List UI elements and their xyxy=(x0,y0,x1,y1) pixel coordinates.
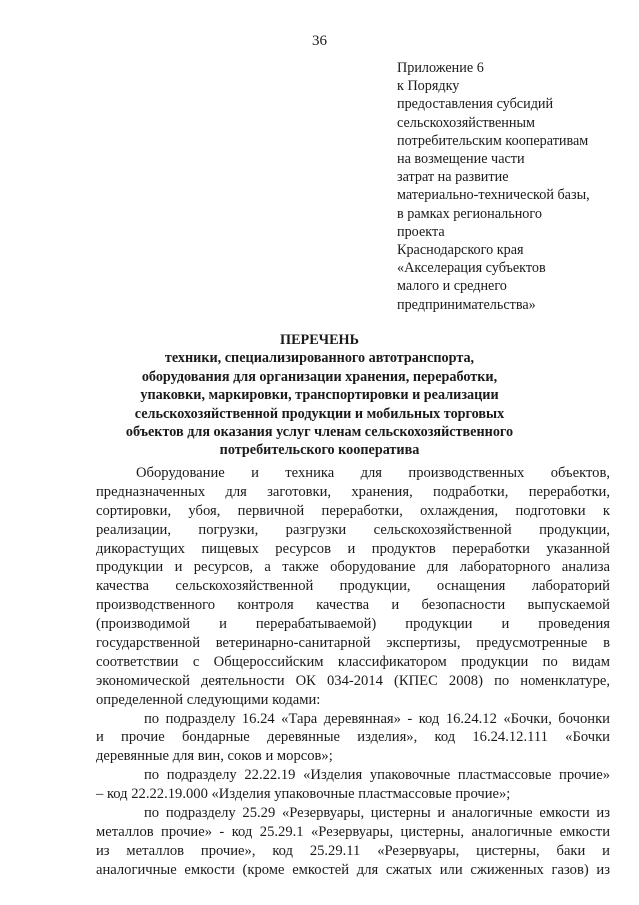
appendix-line: к Порядку xyxy=(397,78,460,95)
body-line: соответствии с Общероссийским классификатором продукции по видам xyxy=(96,653,610,670)
appendix-line: потребительским кооперативам xyxy=(397,132,589,149)
title-line: потребительского кооператива xyxy=(219,442,420,459)
body-line: государственной ветеринарно-санитарной экспертизы, предусмотренные в xyxy=(96,635,610,652)
body-line: (производимой и перерабатываемой) продукции и проведения xyxy=(96,616,610,633)
body-line: из металлов прочие», код 25.29.11 «Резервуары, цистерны, баки и xyxy=(96,842,610,859)
body-line: и прочие бондарные деревянные изделия», код 16.24.12.111 «Бочки xyxy=(96,729,610,746)
body-line: по подразделу 16.24 «Тара деревянная» - код 16.24.12 «Бочки, бочонки xyxy=(144,710,610,727)
appendix-line: сельскохозяйственным xyxy=(397,114,536,131)
appendix-line: малого и среднего xyxy=(397,278,507,295)
page-number: 36 xyxy=(312,33,327,49)
title-line: объектов для оказания услуг членам сельскохозяйственного xyxy=(125,424,514,441)
body-line: производственного контроля качества и безопасности выпускаемой xyxy=(96,597,610,614)
appendix-header xyxy=(397,59,633,314)
body-line: по подразделу 22.22.19 «Изделия упаковочные пластмассовые прочие» xyxy=(144,767,610,784)
document-title xyxy=(0,331,639,460)
body-line: определенной следующими кодами: xyxy=(96,691,321,708)
appendix-line: предпринимательства» xyxy=(397,296,536,313)
body-line: сортировки, убоя, первичной переработки, охлаждения, подготовки к xyxy=(96,502,610,519)
body-line: по подразделу 25.29 «Резервуары, цистерны и аналогичные емкости из xyxy=(144,805,610,822)
body-line: предназначенных для заготовки, хранения, подработки, переработки, xyxy=(96,483,610,500)
appendix-line: Приложение 6 xyxy=(397,60,484,76)
title-line: оборудования для организации хранения, переработки, xyxy=(141,368,498,385)
body-line: реализации, погрузки, разгрузки сельскохозяйственной продукции, xyxy=(96,521,610,538)
appendix-line: материально-технической базы, xyxy=(397,187,590,204)
appendix-line: предоставления субсидий xyxy=(397,96,554,113)
body-line: деревянные для вин, соков и морсов»; xyxy=(96,748,333,765)
body-line: Оборудование и техника для производственных объектов, xyxy=(136,465,610,481)
body-line: аналогичные емкости (кроме емкостей для сжатых или сжиженных газов) из xyxy=(96,861,610,878)
appendix-line: Краснодарского края xyxy=(397,242,524,259)
appendix-line: «Акселерация субъектов xyxy=(397,260,546,277)
title-line: упаковки, маркировки, транспортировки и реализации xyxy=(140,387,499,404)
body-line: экономической деятельности ОК 034-2014 (КПЕС 2008) по номенклатуре, xyxy=(96,672,610,689)
body-line: дикорастущих пищевых ресурсов и продуктов переработки указанной xyxy=(96,540,610,557)
title-line: сельскохозяйственной продукции и мобильных торговых xyxy=(134,405,505,422)
title-heading: ПЕРЕЧЕНЬ xyxy=(280,332,359,348)
body-line: качества сельскохозяйственной продукции, оснащения лабораторий xyxy=(96,578,610,595)
body-line: продукции и ресурсов, а также оборудование для лабораторного анализа xyxy=(96,559,610,576)
appendix-line: затрат на развитие xyxy=(397,169,509,186)
appendix-line: на возмещение части xyxy=(397,151,525,168)
body-line: металлов прочие» - код 25.29.1 «Резервуары, цистерны, аналогичные емкости xyxy=(96,823,610,840)
title-line: техники, специализированного автотранспорта, xyxy=(164,350,475,367)
appendix-line: в рамках регионального xyxy=(397,205,542,222)
appendix-line: проекта xyxy=(397,223,445,240)
document-body xyxy=(96,464,610,880)
body-line: – код 22.22.19.000 «Изделия упаковочные пластмассовые прочие»; xyxy=(96,786,511,803)
